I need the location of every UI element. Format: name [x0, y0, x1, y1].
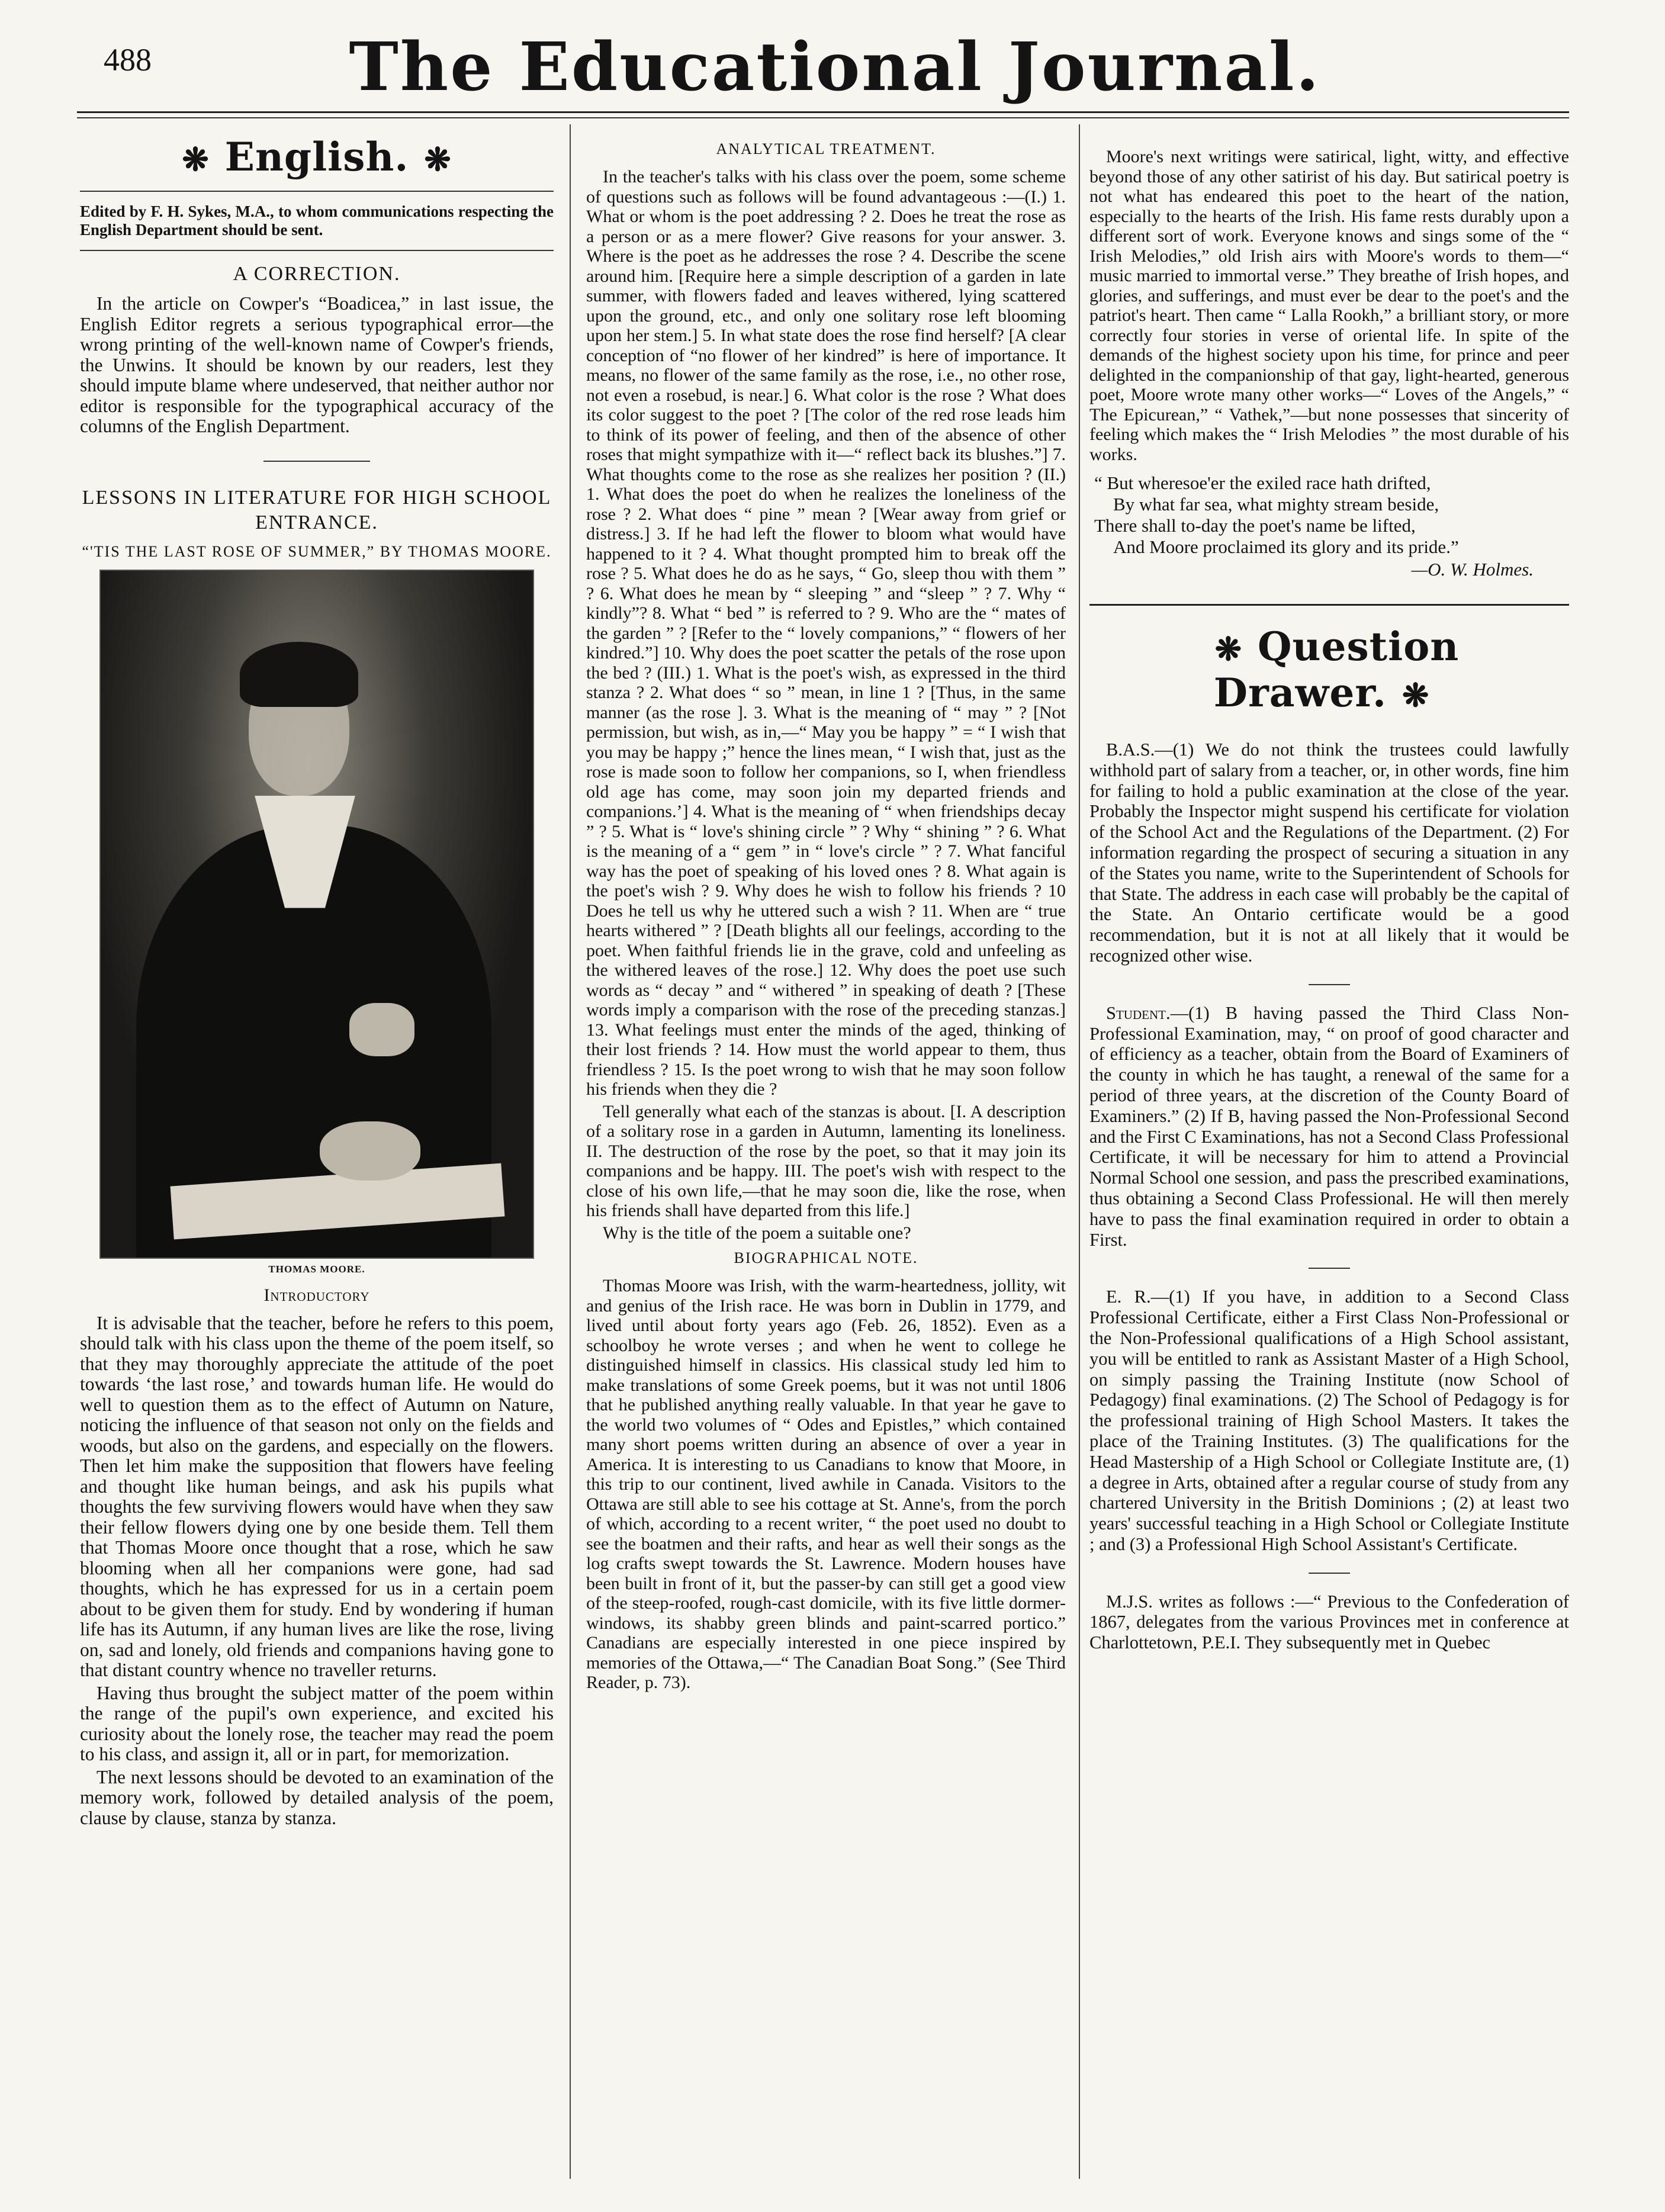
column-divider-2	[1079, 124, 1080, 2179]
ornament-icon: ❋	[182, 140, 210, 178]
answer-er: E. R.—(1) If you have, in addition to a Second Class Professional Certificate, either a First Class Non-Professional or the Non-Professional qualifications of a High School assistant, you will be entitled to rank as Assistant Master of a High School, on simply passing the Training Institute (now School of Pedagogy) final examinations. (2) The School of Pedagogy is for the professional training of High School Masters. It takes the place of the Training Institutes. (3) The qualifications for the Head Mastership of a High School or Collegiate Institute are, (1) a degree in Arts, obtained after a regular course of study from any chartered University in the British Dominions ; (2) at least two years' successful teaching in a High School or Collegiate Institute ; and (3) a Professional High School Assistant's Certificate.	[1089, 1287, 1569, 1554]
poem-author: —O. W. Holmes.	[1411, 559, 1534, 580]
poem-line: There shall to-day the poet's name be lifted,	[1094, 515, 1416, 536]
divider	[263, 461, 370, 462]
column-left	[80, 124, 554, 2179]
divider	[1309, 984, 1350, 985]
poem-line: And Moore proclaimed its glory and its pride.”	[1113, 536, 1459, 557]
portrait-caption: THOMAS MOORE.	[268, 1263, 365, 1275]
answer-student: Student.—(1) B having passed the Third Class Non-Professional Examination, may, “ on proof of good character and of efficiency as a teacher, obtain from the Board of Examiners of the county in which he has taught, a renewal of the same for a period of three years, at the discretion of the County Board of Examiners.” (2) If B, having passed the Non-Professional Second and the First C Examinations, has not a Second Class Professional Certificate, it will be necessary for him to attend a Provincial Normal School one session, and pass the prescribed examinations, thus obtaining a Second Class Professional. He will then merely have to pass the final examination required in order to obtain a First.	[1089, 1002, 1569, 1250]
intro-paragraph-1: It is advisable that the teacher, before he refers to this poem, should talk with his class upon the theme of the poem itself, so that they may thoroughly appreciate the attitude of the poet towards ‘the last rose,’ and towards human life. He would do well to question them as to the effect of Autumn on Nature, noticing the influence of that season not only on the fields and woods, but also on the gardens, and especially on the flowers. Then let him make the supposition that flowers have feeling and thought like human beings, and ask his pupils what thoughts the few surviving flowers would have when they saw their fellow flowers dying one by one beside them. Tell them that Thomas Moore once thought that a rose, which he saw blooming when all her companions were gone, had sad thoughts, which he has expressed for us in a certain poem about to be given them for study. End by wondering if human life has its Autumn, if any human lives are like the rose, living on, sad and lonely, old friends and companions having gone to that distant country whence no traveller returns.	[80, 1312, 554, 1680]
biographical-paragraph-2: Moore's next writings were satirical, light, witty, and effective beyond those of any other satirist of his day. But satirical poetry is not what has endeared this poet to the heart of the nation, especially to the hearts of the Irish. His fame rests durably upon a different sort of work. Everyone knows and sings some of the “ Irish Melodies,” old Irish airs with Moore's words to them—“ music married to immortal verse.” They breathe of Irish hopes, and glories, and sufferings, and must ever be dear to the poet's and the patriot's heart. Then came “ Lalla Rookh,” a brilliant story, or more correctly four stories in verse of oriental life. In spite of the demands of the highest society upon his time, for prince and peer delighted in the companionship of that gay, light-hearted, generous poet, Moore wrote many other works—“ Loves of the Angels,” “ The Epicurean,” “ Vathek,”—but none possesses that sincerity of feeling which makes the “ Irish Melodies ” the most durable of his works.	[1089, 147, 1569, 464]
divider	[80, 250, 554, 251]
answer-name: B.A.S.	[1106, 740, 1155, 760]
answer-name: E. R.	[1106, 1287, 1151, 1307]
analytical-paragraph-3: Why is the title of the poem a suitable one?	[603, 1223, 911, 1243]
divider	[1309, 1268, 1350, 1269]
thomas-moore-portrait	[99, 570, 534, 1259]
biographical-paragraph-1: Thomas Moore was Irish, with the warm-heartedness, jollity, wit and genius of the Irish race. He was born in Dublin in 1779, and lived until about forty years ago (Feb. 26, 1852). Even as a schoolboy he wrote verses ; and when he went to college he distinguished himself in classics. His classical study led him to make translations of some Greek poems, but it was not until 1806 that he published anything really valuable. In that year he gave to the world two volumes of “ Odes and Epistles,” which contained many short poems written during an absence of over a year in America. It is interesting to us Canadians to know that Moore, in this trip to our continent, lived awhile in Canada. Visitors to the Ottawa are still able to see his cottage at St. Anne's, from the porch of which, according to a recent writer, “ the poet used no doubt to see the boatmen and their rafts, and hear as well their songs as the log crafts swept towards the St. Lawrence. Modern houses have been built in front of it, but the passer-by can still get a good view of the steep-roofed, rough-cast domicile, with its five little dormer-windows, its shabby green blinds and paint-scarred portico.” Canadians are especially interested in one piece inspired by memories of the Ottawa,—“ The Canadian Boat Song.” (See Third Reader, p. 73).	[586, 1276, 1066, 1692]
poem-line: By what far sea, what mighty stream beside,	[1113, 494, 1439, 515]
biographical-title: BIOGRAPHICAL NOTE.	[734, 1249, 918, 1266]
question-drawer-heading	[1089, 623, 1569, 716]
answer-name: M.J.S.	[1106, 1591, 1153, 1612]
answer-name: Student.	[1106, 1002, 1171, 1023]
intro-paragraph-3: The next lessons should be devoted to an examination of the memory work, followed by detailed analysis of the poem, clause by clause, stanza by stanza.	[80, 1766, 554, 1828]
english-heading	[80, 134, 554, 180]
intro-paragraph-2: Having thus brought the subject matter of the poem within the range of the pupil's own experience, and excited his curiosity about the lonely rose, the teacher may read the poem to his class, and assign it, all or in part, for memorization.	[80, 1682, 554, 1764]
column-right	[1089, 124, 1569, 2179]
divider	[80, 191, 554, 192]
journal-title: The Educational Journal.	[349, 28, 1321, 106]
correction-title: A CORRECTION.	[233, 263, 401, 285]
column-divider-1	[570, 124, 571, 2179]
holmes-poem	[1094, 472, 1569, 558]
divider	[1089, 604, 1569, 606]
lessons-subtitle: “'TIS THE LAST ROSE OF SUMMER,” BY THOMAS MOORE.	[82, 542, 552, 560]
correction-text: In the article on Cowper's “Boadicea,” in last issue, the English Editor regrets a serious typographical error—the wrong printing of the well-known name of Cowper's friends, the Unwins. It should be known by our readers, lest they should impute blame where undeserved, that neither author nor editor is responsible for the typographical accuracy of the columns of the English Department.	[80, 293, 554, 436]
introductory-title: Introductory	[263, 1285, 370, 1305]
english-heading-text: English.	[224, 134, 409, 180]
ornament-icon: ❋	[424, 140, 452, 178]
ornament-icon: ❋	[1214, 630, 1243, 668]
question-drawer-body	[1089, 740, 1569, 1653]
editor-note: Edited by F. H. Sykes, M.A., to whom communications respecting the English Department should be sent.	[80, 202, 554, 239]
lessons-title: LESSONS IN LITERATURE FOR HIGH SCHOOL ENTRANCE.	[82, 486, 552, 533]
analytical-title: ANALYTICAL TREATMENT.	[716, 140, 936, 157]
page-number: 488	[104, 42, 152, 78]
divider	[1309, 1573, 1350, 1574]
ornament-icon: ❋	[1402, 676, 1430, 714]
analytical-paragraph-1: In the teacher's talks with his class over the poem, some scheme of questions such as follows will be found advantageous :—(I.) 1. What or whom is the poet addressing ? 2. Does he treat the rose as a person or as a mere flower? Give reasons for your answer. 3. Where is the poet as he addresses the rose ? 4. Describe the scene around him. [Require here a simple description of a garden in late summer, with flowers faded and leaves withered, lying scattered upon the ground, etc., and only one solitary rose left blooming upon her stem.] 5. In what state does the rose find herself? [A clear conception of “no flower of her kindred” is here of importance. It means, no flower of the same family as the rose, i.e., no other rose, not even a rosebud, is near.] 6. What color is the rose ? What does its color suggest to the poet ? [The color of the red rose leads him to think of its power of feeling, and then of the absence of other roses that might sympathize with it—“ reflect back its blushes.”] 7. What thoughts come to the rose as she realizes her position ? (II.) 1. What does the poet do when he realizes the loneliness of the rose ? 2. What does “ pine ” mean ? [Wear away from grief or distress.] 3. If he had left the flower to bloom what would have happened to it ? 4. What thought prompted him to break off the rose ? 5. What does he do as he says, “ Go, sleep thou with them ” ? 6. What does he mean by “ sleeping ” and “sleep ” ? 7. Why “ kindly”? 8. What “ bed ” is referred to ? 9. Who are the “ mates of the garden ” ? [Refer to the “ lovely companions,” “ flowers of her kindred.”] 10. Why does the poet scatter the petals of the rose upon the bed ? (III.) 1. What is the poet's wish, as expressed in the third stanza ? 2. What does “ so ” mean, in line 1 ? [Thus, in the same manner (as the rose ]. 3. What is the meaning of “ may ” ? [Not permission, but wish, as in,—“ May you be happy ” = “ I wish that you may be happy ;” hence the lines mean, “ I wish that, just as the rose is made soon to follow her companions, so I, when friendless old age has come, may soon join my departed friends and companions.’] 4. What is the meaning of “ when friendships decay ” ? 5. What is “ love's shining circle ” ? Why “ shining ” ? 6. What is the meaning of a “ gem ” in “ love's circle ” ? 7. What fanciful way has the poet of speaking of his loved ones ? 8. What again is the poet's wish ? 9. Why does he wish to follow his friends ? 10 Does he tell us why he uttered such a wish ? 11. When are “ true hearts withered ” ? [Death blights all our feelings, according to the poet. When faithful friends lie in the grave, cold and unfeeling as the withered leaves of the rose.] 12. Why does the poet use such words as “ decay ” and “ withered ” in speaking of death ? [These words imply a comparison with the rose of the preceding stanzas.] 13. What feelings must enter the minds of the aged, thinking of their lost friends ? 14. How must the world appear to them, thus friendless ? 15. Is the poet wrong to wish that he may soon follow his friends when they die ?	[586, 167, 1066, 1099]
poem-line: “ But wheresoe'er the exiled race hath drifted,	[1094, 472, 1431, 493]
column-middle	[586, 124, 1066, 2179]
answer-mjs: M.J.S. writes as follows :—“ Previous to the Confederation of 1867, delegates from the various Provinces met in conference at Charlottetown, P.E.I. They subsequently met in Quebec	[1089, 1591, 1569, 1653]
answer-bas: B.A.S.—(1) We do not think the trustees could lawfully withhold part of salary from a teacher, or, in other words, fine him for failing to hold a public examination at the close of the year. Probably the Inspector might suspend his certificate for violation of the School Act and the Regulations of the Department. (2) For information regarding the prospect of securing a situation in any of the States you name, write to the Superintendent of Schools for that State. The address in each case will probably be the capital of the State. An Ontario certificate would be a good recommendation, but it is not at all likely that it would be recognized other wise.	[1089, 740, 1569, 966]
analytical-paragraph-2: Tell generally what each of the stanzas is about. [I. A description of a solitary rose in a garden in Autumn, lamenting its loneliness. II. The destruction of the rose by the poet, so that it may join its companions and be happy. III. The poet's wish with respect to the close of his own life,—that he may soon die, like the rose, when his friends shall have departed from this life.]	[586, 1101, 1066, 1220]
masthead-rule-bottom	[77, 117, 1569, 118]
masthead-rule-top	[77, 111, 1569, 113]
question-drawer-heading-text: Question Drawer.	[1213, 623, 1460, 716]
